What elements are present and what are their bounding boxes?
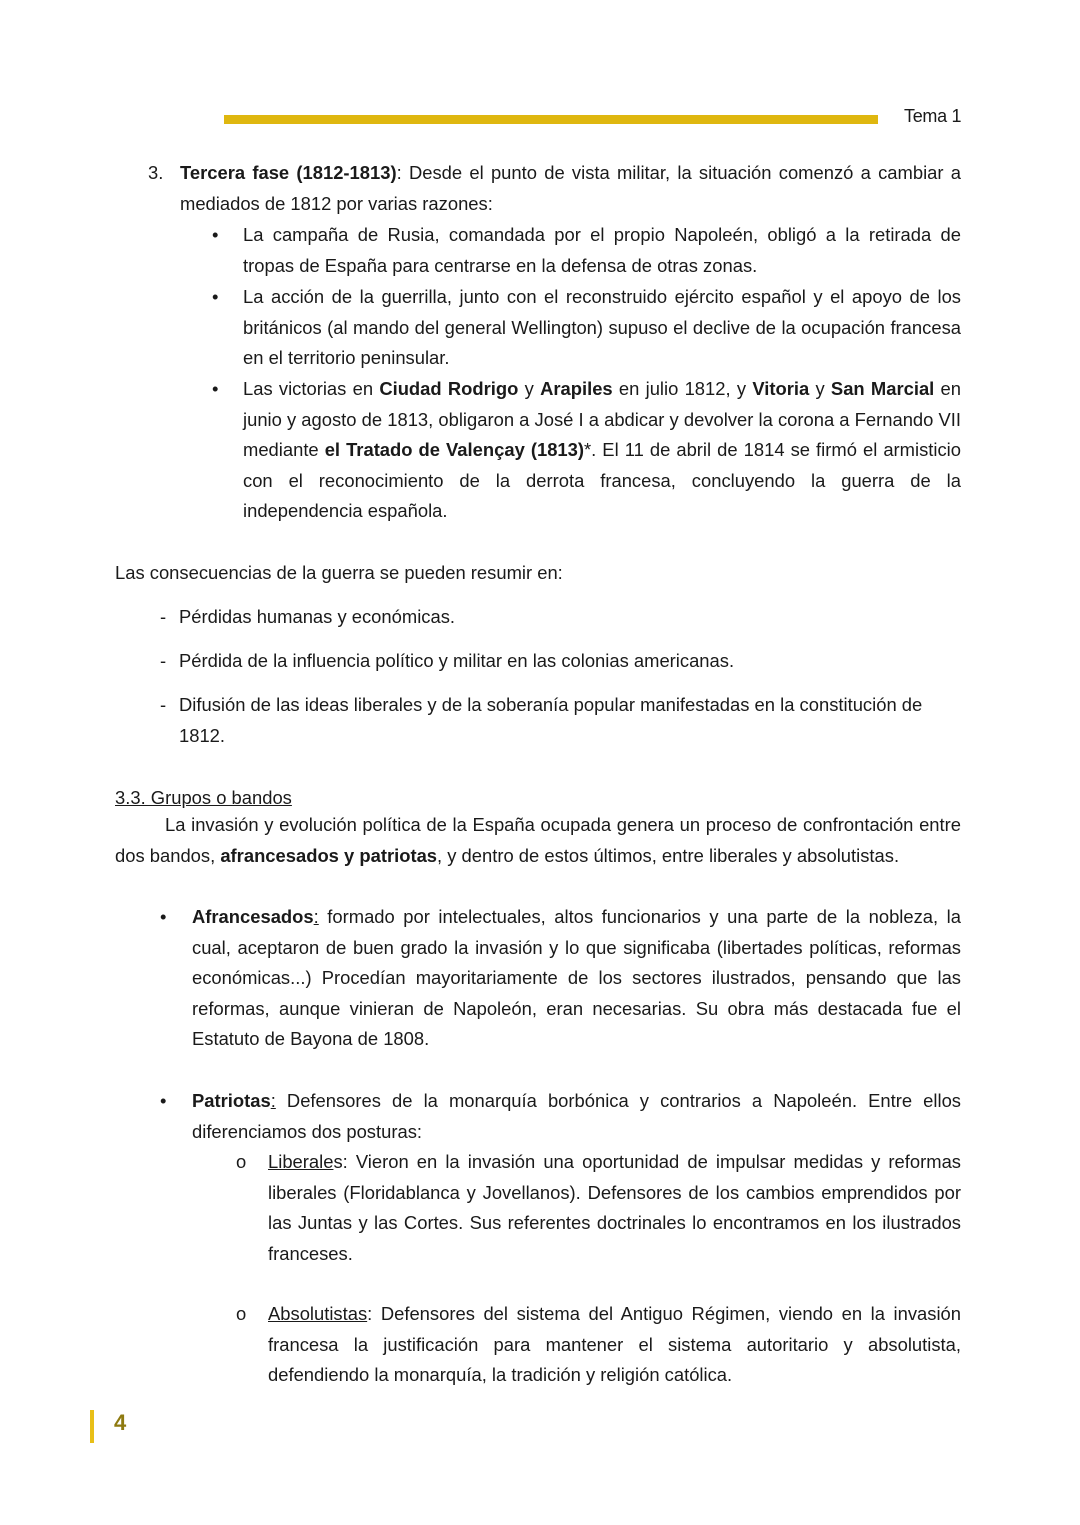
phase3-bullet-2: La acción de la guerrilla, junto con el reconstruido ejército español y el apoyo de los británicos (al mando del general Wellington) supuso el declive de la ocupación francesa en el territorio peninsular. <box>243 286 961 369</box>
section-heading: 3.3. Grupos o bandos <box>115 787 292 808</box>
absolutistas-label: Absolutistas <box>268 1303 368 1324</box>
absolutistas-item: Absolutistas: Defensores del sistema del Antiguo Régimen, viendo en la invasión francesa la justificación para mantener el sistema autoritario y absolutista, defendiendo la monarquía, la tradición y religión católica. <box>268 1303 961 1386</box>
liberales-label: Liberale <box>268 1151 334 1172</box>
phase3-bullet-3: Las victorias en Ciudad Rodrigo y Arapiles en julio 1812, y Vitoria y San Marcial en junio y agosto de 1813, obligaron a José I a abdicar y devolver la corona a Fernando VII mediante el Tratado de Valençay (1813)*. El 11 de abril de 1814 se firmó el armisticio con el reconocimiento de la derrota francesa, concluyendo la guerra de la independencia española. <box>243 378 961 522</box>
phase3-title: Tercera fase (1812-1813) <box>180 162 397 183</box>
footer-accent-bar <box>90 1410 94 1443</box>
patriotas-item: Patriotas: Defensores de la monarquía borbónica y contrarios a Napoleén. Entre ellos diferenciamos dos posturas: <box>192 1090 961 1142</box>
consequence-item: Pérdida de la influencia político y militar en las colonias americanas. <box>179 650 735 671</box>
consequence-item: Pérdidas humanas y económicas. <box>179 606 456 627</box>
patriotas-label: Patriotas <box>192 1090 271 1111</box>
afrancesados-label: Afrancesados <box>192 906 314 927</box>
dash-icon: - <box>160 606 167 627</box>
phase3-paragraph: Tercera fase (1812-1813): Desde el punto de vista militar, la situación comenzó a cambiar a mediados de 1812 por varias razones: <box>180 162 961 214</box>
dash-icon: - <box>160 694 167 715</box>
header-title: Tema 1 <box>904 106 962 126</box>
page-number: 4 <box>114 1410 127 1435</box>
consequence-item: Difusión de las ideas liberales y de la soberanía popular manifestadas en la constitución de 1812. <box>179 694 923 746</box>
bullet-icon: • <box>212 286 219 307</box>
consequences-intro: Las consecuencias de la guerra se pueden resumir en: <box>115 562 563 583</box>
bullet-icon: • <box>212 378 219 399</box>
liberales-item: Liberales: Vieron en la invasión una oportunidad de impulsar medidas y reformas liberales (Floridablanca y Jovellanos). Defensores de los cambios emprendidos por las Juntas y las Cortes. Sus referentes doctrinales lo encontramos en los ilustrados franceses. <box>268 1151 961 1264</box>
circle-bullet-icon: o <box>236 1151 247 1172</box>
list-number: 3. <box>148 162 164 183</box>
bullet-icon: • <box>212 224 219 245</box>
bullet-icon: • <box>160 906 167 927</box>
header-accent-bar <box>224 115 878 124</box>
afrancesados-item: Afrancesados: formado por intelectuales, altos funcionarios y una parte de la nobleza, la cual, aceptaron de buen grado la invasión y lo que significaba (libertades políticas, reformas económicas...) Procedían mayoritariamente de los sectores ilustrados, pensando que las reformas, aunque vinieran de Napoleón, eran necesarias. Su obra más destacada fue el Estatuto de Bayona de 1808. <box>192 906 961 1050</box>
section-intro: La invasión y evolución política de la España ocupada genera un proceso de confrontación entre dos bandos, afrancesados y patriotas, y dentro de estos últimos, entre liberales y absolutistas. <box>115 814 961 866</box>
bullet-icon: • <box>160 1090 167 1111</box>
phase3-bullet-1: La campaña de Rusia, comandada por el propio Napoleén, obligó a la retirada de tropas de España para centrarse en la defensa de otras zonas. <box>243 224 961 276</box>
dash-icon: - <box>160 650 167 671</box>
circle-bullet-icon: o <box>236 1303 247 1324</box>
